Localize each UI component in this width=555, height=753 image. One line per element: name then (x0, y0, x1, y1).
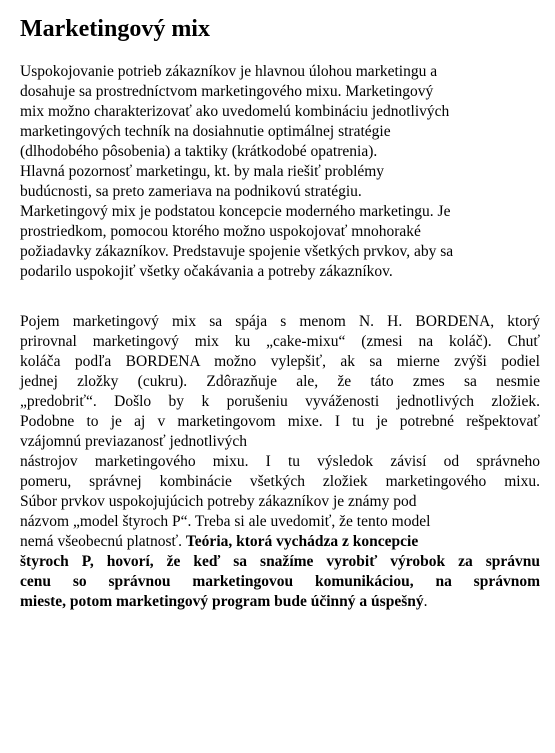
text-line: koláča podľa BORDENA možno vylepšiť, ak sa mierne zvýši podiel (20, 353, 540, 370)
paragraph-borden (20, 312, 540, 612)
text-line-bold: štyroch P, hovorí, že keď sa snažíme vyrobiť výrobok za správnu (20, 553, 540, 570)
text-line: marketingových techník na dosiahnutie optimálnej stratégie (20, 123, 391, 140)
text-line: (dlhodobého pôsobenia) a taktiky (krátkodobé opatrenia). (20, 143, 378, 160)
text-line: budúcnosti, sa preto zameriava na podnikovú stratégiu. (20, 183, 362, 200)
text-line: pomeru, správnej kombinácie všetkých zložiek marketingového mixu. (20, 473, 540, 490)
text-normal: nemá všeobecnú platnosť. (20, 533, 183, 550)
text-line: mix možno charakterizovať ako uvedomelú kombináciu jednotlivých (20, 103, 450, 120)
text-line: prirovnal marketingový mix ku „cake-mixu“ (zmesi na koláč). Chuť (20, 333, 540, 350)
text-line: vzájomnú previazanosť jednotlivých (20, 433, 247, 450)
text-line: názvom „model štyroch P“. Treba si ale uvedomiť, že tento model (20, 513, 431, 530)
text-period: . (423, 593, 428, 610)
text-line: jednej zložky (cukru). Zdôrazňuje ale, že táto zmes sa nesmie (20, 373, 540, 390)
text-line: dosahuje sa prostredníctvom marketingového mixu. Marketingový (20, 83, 434, 100)
text-bold: Teória, ktorá vychádza z koncepcie (185, 533, 419, 550)
text-line: Uspokojovanie potrieb zákazníkov je hlavnou úlohou marketingu a (20, 63, 438, 80)
text-line: Pojem marketingový mix sa spája s menom N. H. BORDENA, ktorý (20, 313, 540, 330)
text-line: prostriedkom, pomocou ktorého možno uspokojovať mnohoraké (20, 223, 421, 240)
text-line: podarilo uspokojiť všetky očakávania a potreby zákazníkov. (20, 263, 393, 280)
text-line: „predobriť“. Došlo by k porušeniu vyváženosti jednotlivých zložiek. (20, 393, 540, 410)
paragraph-intro (20, 62, 540, 282)
text-line: Podobne to je aj v marketingovom mixe. I tu je potrebné rešpektovať (20, 413, 540, 430)
text-line: požiadavky zákazníkov. Predstavuje spojenie všetkých prvkov, aby sa (20, 243, 454, 260)
text-line: Marketingový mix je podstatou koncepcie moderného marketingu. Je (20, 203, 451, 220)
text-line-mixed (20, 532, 540, 552)
text-line-bold: cenu so správnou marketingovou komunikáciou, na správnom (20, 573, 540, 590)
text-line-end (20, 592, 540, 612)
text-line: nástrojov marketingového mixu. I tu výsledok závisí od správneho (20, 453, 540, 470)
text-line: Súbor prvkov uspokojujúcich potreby zákazníkov je známy pod (20, 493, 417, 510)
text-bold: mieste, potom marketingový program bude účinný a úspešný (20, 593, 424, 610)
page-title: Marketingový mix (20, 16, 210, 42)
text-line: Hlavná pozornosť marketingu, kt. by mala riešiť problémy (20, 163, 385, 180)
